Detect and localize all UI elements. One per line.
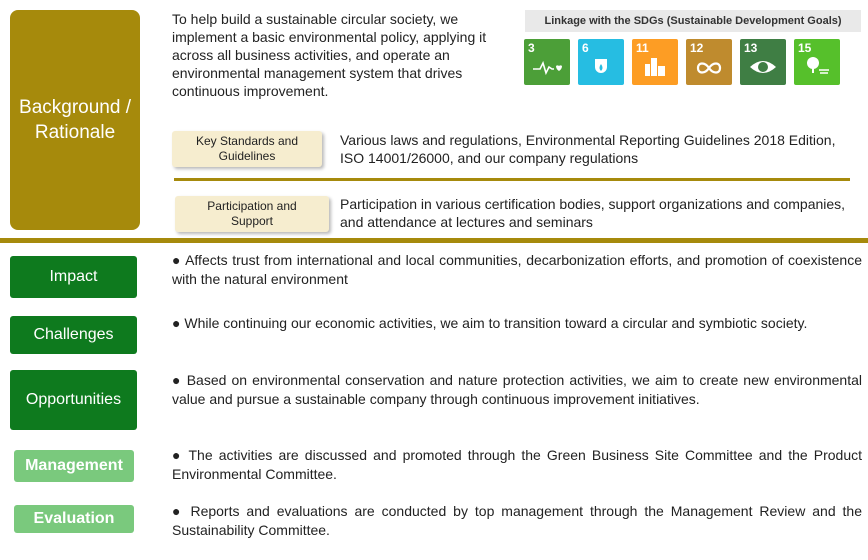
sdg-goal-11 — [632, 39, 678, 85]
sdg-goal-15 — [794, 39, 840, 85]
sdg-goal-number: 6 — [582, 41, 589, 55]
key-standards-label: Key Standards and Guidelines — [172, 131, 322, 167]
sdg-goal-number: 12 — [690, 41, 704, 55]
impact-label: Impact — [10, 256, 137, 298]
sdg-goal-number: 13 — [744, 41, 758, 55]
divider — [174, 178, 850, 181]
challenges-label: Challenges — [10, 316, 137, 354]
sdg-goal-13 — [740, 39, 786, 85]
eye-earth-icon — [740, 58, 786, 81]
water-drop-icon — [578, 56, 624, 81]
key-standards-text: Various laws and regulations, Environmental Reporting Guidelines 2018 Edition, ISO 14001/26000, and our company regulations — [340, 132, 836, 166]
bullet-icon: ● — [172, 503, 184, 519]
sdg-goal-number: 11 — [636, 41, 649, 55]
bullet-icon: ● — [172, 447, 183, 463]
heartbeat-icon — [524, 60, 570, 81]
policy-intro-text: To help build a sustainable circular society, we implement a basic environmental policy, applying it across all business activities, and operate an environmental management system that drives continuous improvement. — [172, 11, 487, 99]
section-divider — [0, 238, 868, 243]
tree-icon — [794, 56, 840, 81]
sdg-goal-number: 15 — [798, 41, 812, 55]
city-icon — [632, 56, 678, 81]
management-text: ● The activities are discussed and promoted through the Green Business Site Committee and the Product Environmental Committee. — [172, 447, 862, 482]
sdg-goal-3 — [524, 39, 570, 85]
sdg-linkage-title: Linkage with the SDGs (Sustainable Development Goals) — [525, 10, 861, 32]
opportunities-label: Opportunities — [10, 370, 137, 430]
background-rationale-label: Background / Rationale — [10, 10, 140, 230]
infinity-icon — [686, 60, 732, 81]
bullet-icon: ● — [172, 252, 182, 268]
impact-text: ● Affects trust from international and local communities, decarbonization efforts, and promotion of coexistence with the natural environment — [172, 252, 862, 287]
sdg-goal-6 — [578, 39, 624, 85]
participation-label: Participation and Support — [175, 196, 329, 232]
opportunities-text: ● Based on environmental conservation and nature protection activities, we aim to create new environmental value and pursue a sustainable company through continuous improvement initiatives. — [172, 372, 862, 407]
management-label: Management — [14, 450, 134, 482]
bullet-icon: ● — [172, 372, 182, 388]
sdg-goal-12 — [686, 39, 732, 85]
participation-text: Participation in various certification bodies, support organizations and companies, and attendance at lectures and seminars — [340, 196, 846, 230]
sdg-icon-row — [524, 39, 840, 85]
challenges-text: ● While continuing our economic activities, we aim to transition toward a circular and symbiotic society. — [172, 315, 808, 331]
sdg-goal-number: 3 — [528, 41, 535, 55]
evaluation-text: ● Reports and evaluations are conducted by top management through the Management Review and the Sustainability Committee. — [172, 503, 862, 538]
evaluation-label: Evaluation — [14, 505, 134, 533]
bullet-icon: ● — [172, 315, 181, 331]
